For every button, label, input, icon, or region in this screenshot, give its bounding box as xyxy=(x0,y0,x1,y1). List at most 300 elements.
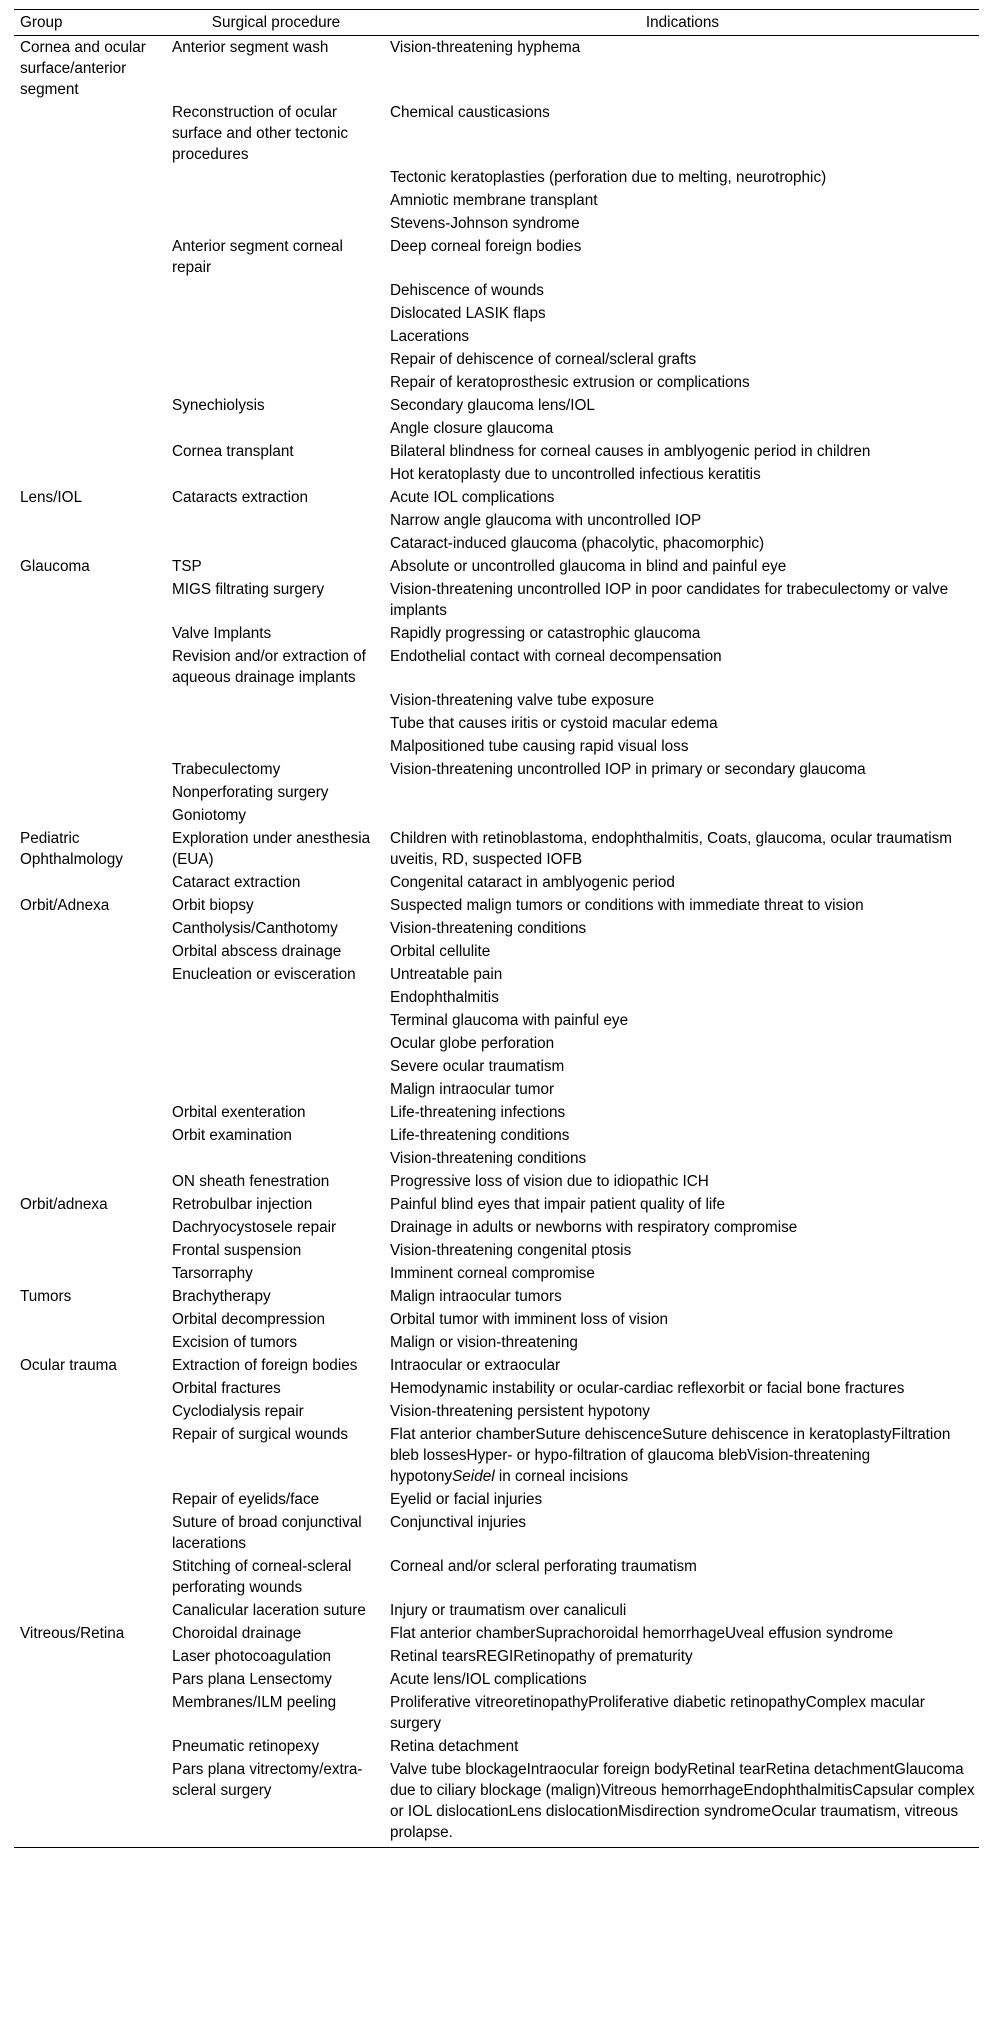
table-row xyxy=(14,1645,979,1668)
table-row xyxy=(14,101,979,166)
procedure-cell xyxy=(166,712,384,735)
indication-cell-text: Imminent corneal compromise xyxy=(390,1265,595,1282)
table-row xyxy=(14,712,979,735)
indication-cell xyxy=(384,1331,979,1354)
indication-cell-text: Endophthalmitis xyxy=(390,989,499,1006)
group-cell xyxy=(14,578,166,622)
indication-cell xyxy=(384,348,979,371)
table-row xyxy=(14,735,979,758)
indication-cell-text: Retinal tearsREGIRetinopathy of prematurity xyxy=(390,1648,693,1665)
procedure-cell xyxy=(166,166,384,189)
indication-cell xyxy=(384,440,979,463)
table-row xyxy=(14,486,979,509)
table-row xyxy=(14,1488,979,1511)
indication-cell-text: Rapidly progressing or catastrophic glaucoma xyxy=(390,625,701,642)
group-cell xyxy=(14,804,166,827)
group-cell xyxy=(14,1668,166,1691)
procedure-cell-text: Valve Implants xyxy=(172,625,272,642)
group-cell xyxy=(14,36,166,102)
indication-cell xyxy=(384,1691,979,1735)
group-cell xyxy=(14,1423,166,1488)
table-row xyxy=(14,940,979,963)
table-row xyxy=(14,36,979,102)
procedure-cell-text: ON sheath fenestration xyxy=(172,1173,330,1190)
group-cell xyxy=(14,1331,166,1354)
indication-cell xyxy=(384,1645,979,1668)
table-row xyxy=(14,1331,979,1354)
group-cell xyxy=(14,1691,166,1735)
group-cell xyxy=(14,235,166,279)
procedure-cell xyxy=(166,36,384,102)
indication-cell xyxy=(384,1239,979,1262)
procedure-cell xyxy=(166,804,384,827)
indication-cell xyxy=(384,1216,979,1239)
procedure-cell xyxy=(166,758,384,781)
procedure-cell-text: Enucleation or evisceration xyxy=(172,966,356,983)
indication-cell-text: Endothelial contact with corneal decompensation xyxy=(390,648,722,665)
procedure-cell-text: Orbital fractures xyxy=(172,1380,281,1397)
procedure-cell xyxy=(166,1354,384,1377)
group-cell xyxy=(14,532,166,555)
procedure-cell-text: Orbital decompression xyxy=(172,1311,326,1328)
indication-cell-text: Flat anterior chamberSuture dehiscenceSuture dehiscence in keratoplastyFiltration bleb lossesHyper- or hypo-filtration of glaucoma blebVision-threatening hypotony xyxy=(390,1426,951,1485)
indication-cell xyxy=(384,1101,979,1124)
procedure-cell-text: Extraction of foreign bodies xyxy=(172,1357,358,1374)
group-cell xyxy=(14,1377,166,1400)
table-row xyxy=(14,1009,979,1032)
procedure-cell-text: Brachytherapy xyxy=(172,1288,271,1305)
procedure-cell xyxy=(166,622,384,645)
indication-cell xyxy=(384,417,979,440)
indication-cell xyxy=(384,325,979,348)
indication-cell xyxy=(384,1308,979,1331)
group-cell xyxy=(14,440,166,463)
group-cell xyxy=(14,758,166,781)
indication-cell-text: Ocular globe perforation xyxy=(390,1035,555,1052)
group-cell xyxy=(14,189,166,212)
indication-cell xyxy=(384,1622,979,1645)
table-row xyxy=(14,371,979,394)
table-row xyxy=(14,1599,979,1622)
group-cell xyxy=(14,1285,166,1308)
table-row xyxy=(14,212,979,235)
indication-cell xyxy=(384,101,979,166)
group-cell xyxy=(14,1032,166,1055)
procedure-cell xyxy=(166,1124,384,1147)
procedure-cell xyxy=(166,1488,384,1511)
indication-cell-text: Life-threatening infections xyxy=(390,1104,566,1121)
group-cell xyxy=(14,963,166,986)
indication-cell xyxy=(384,622,979,645)
table-row xyxy=(14,1032,979,1055)
procedure-cell xyxy=(166,1377,384,1400)
indication-cell-text: Orbital tumor with imminent loss of vision xyxy=(390,1311,668,1328)
table-row xyxy=(14,827,979,871)
table-row xyxy=(14,689,979,712)
indication-cell-text: Eyelid or facial injuries xyxy=(390,1491,543,1508)
indication-cell xyxy=(384,827,979,871)
indication-cell xyxy=(384,758,979,781)
procedure-cell xyxy=(166,1170,384,1193)
indication-cell-text: Vision-threatening uncontrolled IOP in poor candidates for trabeculectomy or valve implants xyxy=(390,581,949,619)
indication-cell-text: Malign or vision-threatening xyxy=(390,1334,578,1351)
table-row xyxy=(14,1147,979,1170)
indication-cell-text: Dislocated LASIK flaps xyxy=(390,305,546,322)
indication-cell-text: Cataract-induced glaucoma (phacolytic, phacomorphic) xyxy=(390,535,765,552)
procedure-cell xyxy=(166,1668,384,1691)
procedure-cell-text: Retrobulbar injection xyxy=(172,1196,313,1213)
procedure-cell-text: Repair of eyelids/face xyxy=(172,1491,320,1508)
group-cell xyxy=(14,1511,166,1555)
procedure-cell xyxy=(166,1262,384,1285)
group-cell-text: Orbit/Adnexa xyxy=(20,897,110,914)
procedure-cell-text: Repair of surgical wounds xyxy=(172,1426,349,1443)
indication-cell-text: Vision-threatening persistent hypotony xyxy=(390,1403,650,1420)
indication-cell-text: Chemical causticasions xyxy=(390,104,550,121)
procedure-cell xyxy=(166,417,384,440)
indication-cell-text: Vision-threatening conditions xyxy=(390,920,587,937)
procedure-cell xyxy=(166,940,384,963)
procedure-cell xyxy=(166,463,384,486)
indication-cell xyxy=(384,1758,979,1847)
table-row xyxy=(14,463,979,486)
indication-cell-text: Terminal glaucoma with painful eye xyxy=(390,1012,629,1029)
procedure-cell-text: Suture of broad conjunctival lacerations xyxy=(172,1514,362,1552)
group-cell-text: Ocular trauma xyxy=(20,1357,117,1374)
indication-cell xyxy=(384,1262,979,1285)
procedure-cell xyxy=(166,1555,384,1599)
procedure-cell-text: Cyclodialysis repair xyxy=(172,1403,304,1420)
table-row xyxy=(14,871,979,894)
group-cell-text: Pediatric Ophthalmology xyxy=(20,830,123,868)
group-cell-text: Vitreous/Retina xyxy=(20,1625,125,1642)
group-cell xyxy=(14,1645,166,1668)
group-cell xyxy=(14,509,166,532)
indication-cell-text: Lacerations xyxy=(390,328,470,345)
table-row xyxy=(14,578,979,622)
indication-cell-text: Dehiscence of wounds xyxy=(390,282,544,299)
group-cell xyxy=(14,1147,166,1170)
indication-cell xyxy=(384,532,979,555)
procedure-cell xyxy=(166,555,384,578)
group-cell xyxy=(14,1354,166,1377)
table-row xyxy=(14,302,979,325)
group-cell xyxy=(14,1193,166,1216)
indication-cell-text: Vision-threatening valve tube exposure xyxy=(390,692,655,709)
indication-cell-text: Stevens-Johnson syndrome xyxy=(390,215,580,232)
procedure-cell-text: Anterior segment wash xyxy=(172,39,329,56)
procedure-cell-text: Exploration under anesthesia (EUA) xyxy=(172,830,371,868)
group-cell xyxy=(14,371,166,394)
procedure-cell-text: Tarsorraphy xyxy=(172,1265,253,1282)
procedure-cell xyxy=(166,1078,384,1101)
table-row xyxy=(14,1170,979,1193)
indication-cell xyxy=(384,166,979,189)
table-row xyxy=(14,532,979,555)
indication-cell-text: Amniotic membrane transplant xyxy=(390,192,598,209)
indications-table-container xyxy=(14,9,979,1848)
indication-cell xyxy=(384,1511,979,1555)
procedure-cell xyxy=(166,212,384,235)
procedure-cell-text: Pars plana Lensectomy xyxy=(172,1671,332,1688)
table-row xyxy=(14,1285,979,1308)
group-cell xyxy=(14,1170,166,1193)
procedure-cell xyxy=(166,394,384,417)
procedure-cell xyxy=(166,1308,384,1331)
group-cell-text: Glaucoma xyxy=(20,558,90,575)
indication-cell xyxy=(384,1668,979,1691)
procedure-cell xyxy=(166,1331,384,1354)
table-row xyxy=(14,1354,979,1377)
indication-cell-text: Secondary glaucoma lens/IOL xyxy=(390,397,595,414)
table-row xyxy=(14,1078,979,1101)
group-cell xyxy=(14,1308,166,1331)
group-cell xyxy=(14,1216,166,1239)
group-cell xyxy=(14,894,166,917)
indication-cell xyxy=(384,1009,979,1032)
indication-cell-text: Conjunctival injuries xyxy=(390,1514,527,1531)
table-row xyxy=(14,1691,979,1735)
group-cell xyxy=(14,1622,166,1645)
indication-cell-text: Children with retinoblastoma, endophthalmitis, Coats, glaucoma, ocular traumatism uveitis, RD, suspected IOFB xyxy=(390,830,952,868)
indication-cell xyxy=(384,36,979,102)
procedure-cell xyxy=(166,1285,384,1308)
indication-cell xyxy=(384,189,979,212)
indication-cell xyxy=(384,804,979,827)
group-cell-text: Lens/IOL xyxy=(20,489,83,506)
procedure-cell xyxy=(166,235,384,279)
procedure-cell xyxy=(166,986,384,1009)
procedure-cell-text: Membranes/ILM peeling xyxy=(172,1694,337,1711)
table-row xyxy=(14,758,979,781)
indication-cell-text: Life-threatening conditions xyxy=(390,1127,570,1144)
group-cell xyxy=(14,348,166,371)
procedure-cell xyxy=(166,917,384,940)
header-group: Group xyxy=(14,10,166,36)
table-row xyxy=(14,645,979,689)
procedure-cell xyxy=(166,189,384,212)
table-row xyxy=(14,963,979,986)
table-header-row xyxy=(14,10,979,36)
procedure-cell xyxy=(166,1400,384,1423)
group-cell xyxy=(14,302,166,325)
group-cell xyxy=(14,394,166,417)
header-indications: Indications xyxy=(384,10,979,36)
table-row xyxy=(14,1758,979,1847)
table-row xyxy=(14,1239,979,1262)
indication-cell-text: Severe ocular traumatism xyxy=(390,1058,565,1075)
procedure-cell xyxy=(166,1147,384,1170)
group-cell xyxy=(14,1055,166,1078)
procedure-cell xyxy=(166,1511,384,1555)
indication-cell-text: Injury or traumatism over canaliculi xyxy=(390,1602,627,1619)
indication-cell-text: Hemodynamic instability or ocular-cardiac reflexorbit or facial bone fractures xyxy=(390,1380,905,1397)
procedure-cell xyxy=(166,532,384,555)
indication-cell-text: Valve tube blockageIntraocular foreign bodyRetinal tearRetina detachmentGlaucoma due to ciliary blockage (malign)Vitreous hemorrhageEndophthalmitisCapsular complex or IOL dislocationLens dislocationMisdirection syndromeOcular traumatism, vitreous prolapse. xyxy=(390,1761,975,1841)
procedure-cell xyxy=(166,440,384,463)
table-row xyxy=(14,804,979,827)
procedure-cell xyxy=(166,1009,384,1032)
indication-cell-text: Hot keratoplasty due to uncontrolled infectious keratitis xyxy=(390,466,761,483)
indication-cell xyxy=(384,940,979,963)
group-cell xyxy=(14,1009,166,1032)
indication-cell xyxy=(384,645,979,689)
procedure-cell-text: Cantholysis/Canthotomy xyxy=(172,920,338,937)
procedure-cell xyxy=(166,509,384,532)
group-cell xyxy=(14,1599,166,1622)
procedure-cell xyxy=(166,1622,384,1645)
indication-cell-text: Congenital cataract in amblyogenic period xyxy=(390,874,675,891)
indication-cell-text: Progressive loss of vision due to idiopathic ICH xyxy=(390,1173,709,1190)
procedure-cell xyxy=(166,645,384,689)
procedure-cell xyxy=(166,963,384,986)
table-row xyxy=(14,1622,979,1645)
indication-cell-text: Vision-threatening uncontrolled IOP in primary or secondary glaucoma xyxy=(390,761,866,778)
indication-cell xyxy=(384,212,979,235)
indication-cell xyxy=(384,555,979,578)
procedure-cell xyxy=(166,371,384,394)
table-row xyxy=(14,1101,979,1124)
procedure-cell-text: Choroidal drainage xyxy=(172,1625,302,1642)
indication-cell xyxy=(384,1147,979,1170)
procedure-cell xyxy=(166,486,384,509)
procedure-cell xyxy=(166,1599,384,1622)
procedure-cell xyxy=(166,894,384,917)
procedure-cell-text: Goniotomy xyxy=(172,807,246,824)
procedure-cell xyxy=(166,827,384,871)
group-cell xyxy=(14,940,166,963)
table-row xyxy=(14,1216,979,1239)
indication-cell xyxy=(384,781,979,804)
indication-cell xyxy=(384,1170,979,1193)
procedure-cell xyxy=(166,302,384,325)
procedure-cell-text: Cornea transplant xyxy=(172,443,294,460)
table-row xyxy=(14,348,979,371)
indication-cell xyxy=(384,1032,979,1055)
indication-cell-text: Tube that causes iritis or cystoid macular edema xyxy=(390,715,718,732)
group-cell xyxy=(14,986,166,1009)
table-row xyxy=(14,1124,979,1147)
procedure-cell-text: Cataract extraction xyxy=(172,874,301,891)
group-cell xyxy=(14,622,166,645)
indication-cell xyxy=(384,735,979,758)
procedure-cell xyxy=(166,689,384,712)
indication-cell xyxy=(384,1735,979,1758)
table-row xyxy=(14,166,979,189)
group-cell xyxy=(14,712,166,735)
indications-table xyxy=(14,9,979,1847)
indication-cell xyxy=(384,279,979,302)
indication-cell xyxy=(384,689,979,712)
indication-cell-text: Orbital cellulite xyxy=(390,943,491,960)
table-row xyxy=(14,189,979,212)
indication-cell-text: Repair of dehiscence of corneal/scleral grafts xyxy=(390,351,697,368)
group-cell xyxy=(14,1488,166,1511)
procedure-cell-text: Pneumatic retinopexy xyxy=(172,1738,320,1755)
indication-cell xyxy=(384,1285,979,1308)
indication-cell xyxy=(384,1354,979,1377)
table-row xyxy=(14,235,979,279)
table-row xyxy=(14,417,979,440)
procedure-cell xyxy=(166,1735,384,1758)
indication-cell-text: Tectonic keratoplasties (perforation due to melting, neurotrophic) xyxy=(390,169,827,186)
indication-cell xyxy=(384,1555,979,1599)
procedure-cell-text: Trabeculectomy xyxy=(172,761,281,778)
table-row xyxy=(14,917,979,940)
group-cell xyxy=(14,1124,166,1147)
procedure-cell xyxy=(166,1101,384,1124)
procedure-cell-text: Orbital abscess drainage xyxy=(172,943,342,960)
group-cell xyxy=(14,486,166,509)
procedure-cell-text: Synechiolysis xyxy=(172,397,265,414)
group-cell xyxy=(14,279,166,302)
group-cell xyxy=(14,1078,166,1101)
procedure-cell xyxy=(166,348,384,371)
table-row xyxy=(14,1308,979,1331)
procedure-cell xyxy=(166,1645,384,1668)
table-bottom-rule xyxy=(14,1847,979,1848)
indication-cell xyxy=(384,1193,979,1216)
procedure-cell-text: Dachryocystosele repair xyxy=(172,1219,337,1236)
group-cell xyxy=(14,871,166,894)
procedure-cell-text: Laser photocoagulation xyxy=(172,1648,332,1665)
procedure-cell xyxy=(166,871,384,894)
procedure-cell xyxy=(166,1193,384,1216)
indication-cell-text: Acute IOL complications xyxy=(390,489,555,506)
table-row xyxy=(14,1193,979,1216)
group-cell xyxy=(14,645,166,689)
indication-cell xyxy=(384,302,979,325)
group-cell xyxy=(14,689,166,712)
group-cell xyxy=(14,827,166,871)
group-cell xyxy=(14,1758,166,1847)
indication-cell-text: Malign intraocular tumors xyxy=(390,1288,562,1305)
group-cell xyxy=(14,1555,166,1599)
table-row xyxy=(14,986,979,1009)
procedure-cell xyxy=(166,1239,384,1262)
table-row xyxy=(14,1555,979,1599)
indication-cell-text: Bilateral blindness for corneal causes in amblyogenic period in children xyxy=(390,443,871,460)
group-cell xyxy=(14,1239,166,1262)
procedure-cell-text: Nonperforating surgery xyxy=(172,784,329,801)
procedure-cell xyxy=(166,1216,384,1239)
indication-cell xyxy=(384,463,979,486)
indication-cell-text: Untreatable pain xyxy=(390,966,503,983)
indication-cell-text: Suspected malign tumors or conditions with immediate threat to vision xyxy=(390,897,864,914)
group-cell xyxy=(14,555,166,578)
procedure-cell-text: Reconstruction of ocular surface and other tectonic procedures xyxy=(172,104,349,163)
indication-cell xyxy=(384,917,979,940)
indication-cell xyxy=(384,1078,979,1101)
indication-cell xyxy=(384,871,979,894)
procedure-cell xyxy=(166,1032,384,1055)
table-row xyxy=(14,622,979,645)
procedure-cell-text: Anterior segment corneal repair xyxy=(172,238,343,276)
group-cell xyxy=(14,417,166,440)
group-cell xyxy=(14,917,166,940)
indication-tail: in corneal incisions xyxy=(494,1468,629,1485)
table-row xyxy=(14,781,979,804)
procedure-cell-text: Canalicular laceration suture xyxy=(172,1602,366,1619)
table-row xyxy=(14,1511,979,1555)
procedure-cell xyxy=(166,1691,384,1735)
group-cell xyxy=(14,463,166,486)
table-row xyxy=(14,325,979,348)
indication-cell xyxy=(384,486,979,509)
group-cell-text: Orbit/adnexa xyxy=(20,1196,108,1213)
indication-cell xyxy=(384,1055,979,1078)
indication-cell xyxy=(384,394,979,417)
